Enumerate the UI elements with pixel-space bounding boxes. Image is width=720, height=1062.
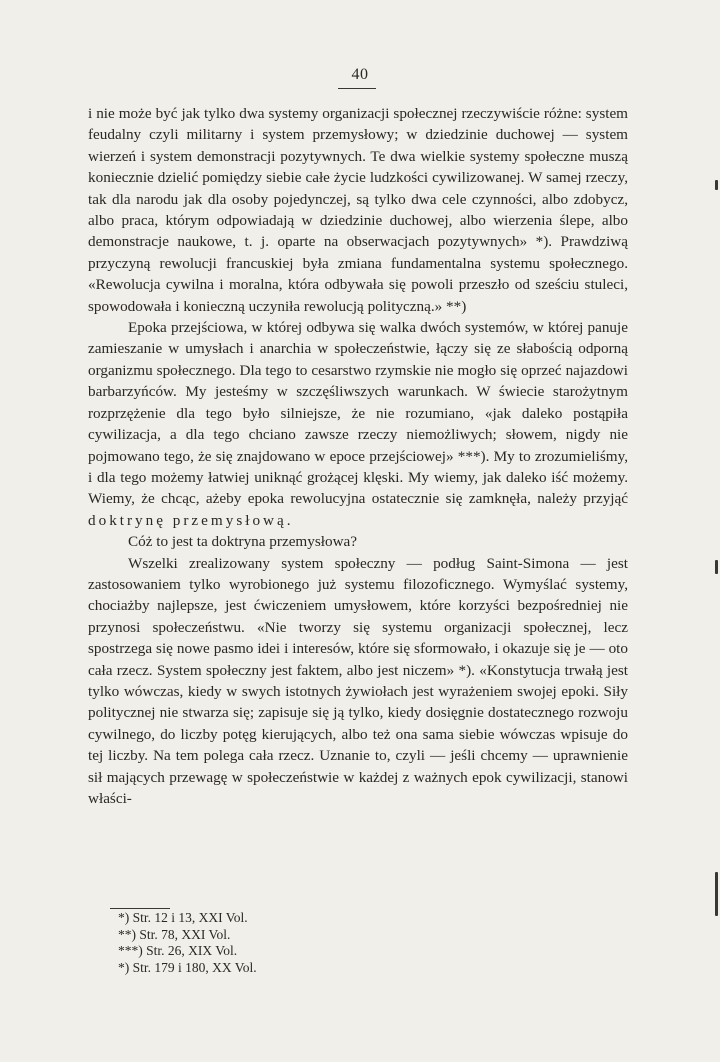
paragraph-4: Wszelki zrealizowany system społeczny — podług Saint-Simona — jest zastosowaniem tylko wyrobionego już systemu filozoficznego. Wymyślać systemy, chociażby najlepsze, jest ćwiczeniem umysłowem, które korzyści bezpośredniej nie przynosi społeczeństwu. «Nie tworzy się systemu organizacji społecznej, lecz spostrzega się nowe pasmo idei i interesów, które się sformowało, i okazuje się je — oto cała rzecz. System społeczny jest faktem, albo jest niczem» *). «Konstytucja trwałą jest tylko wówczas, kiedy w swych istotnych żywiołach jest wyrażeniem swojej epoki. Siły politycznej nie stwarza się; zapisuje się ją tylko, kiedy dosięgnie dostatecznego rozwoju cywilnego, do liczby potęg kierujących, albo też ona sama siebie wówczas wpisuje do tej liczby. Na tem polega cała rzecz. Uznanie to, czyli — jeśli chcemy — uprawnienie sił mających przewagę w społeczeństwie w każdej z ważnych epok cywilizacji, stanowi właści-	[88, 554, 628, 807]
footnotes	[118, 910, 418, 976]
page-edge-mark	[715, 180, 718, 190]
paragraph-2-text: Epoka przejściowa, w której odbywa się walka dwóch systemów, w której panuje zamieszanie w umysłach i anarchia w społeczeństwie, łączy się ze słabością odporną organizmu społecznego. Dla tego to cesarstwo rzymskie nie mogło się oprzeć najazdowi barbarzyńców. My jesteśmy w szczęśliwszych warunkach. W świecie starożytnym rozprzężenie dla tego było silniejsze, że nie rozumiano, «jak daleko postąpiła cywilizacja, a dla tego chciano zawsze rzeczy niemożliwych; słowem, nigdy nie pojmowano tego, że się znajdowano w epoce przejściowej» ***). My to zrozumieliśmy, i dla tego możemy łatwiej uniknąć grożącej klęski. My wiemy, jak daleko iść możemy. Wiemy, że chcąc, ażeby epoka rewolucyjna ostatecznie się zamknęła, należy przyjąć	[88, 319, 628, 508]
page-edge-mark	[715, 872, 718, 916]
paragraph-3: Cóż to jest ta doktryna przemysłowa?	[128, 533, 358, 551]
emphasized-term: doktrynę przemysłową.	[88, 511, 294, 529]
page-edge-mark	[715, 560, 718, 574]
paragraph-2	[88, 317, 628, 531]
footnote-1: *) Str. 12 i 13, XXI Vol.	[118, 910, 248, 925]
page-number: 40	[351, 66, 369, 83]
paragraph-1: i nie może być jak tylko dwa systemy organizacji społecznej rzeczywiście różne: system feudalny czyli militarny i system przemysłowy; w dziedzinie duchowej — system wierzeń i system demonstracji pozytywnych. Te dwa wielkie systemy społeczne muszą koniecznie dzielić pomiędzy siebie całe życie ludzkości cywilizowanej. W samej rzeczy, tak dla narodu jak dla osoby pojedynczej, są tylko dwa cele czynności, albo zdobycz, albo praca, którym odpowiadają w dziedzinie duchowej, albo wierzenia ślepe, albo demonstracje naukowe, t. j. oparte na obserwacjach pozytywnych» *). Prawdziwą przyczyną rewolucji francuskiej była zmiana fundamentalna systemu społecznego. «Rewolucja cywilna i moralna, która odbywała się powoli przeszło od sześciu stuleci, spowodowała i konieczną uczyniła rewolucją polityczną.» **)	[88, 105, 628, 315]
footnote-2: **) Str. 78, XXI Vol.	[118, 926, 231, 942]
footnote-3: ***) Str. 26, XIX Vol.	[118, 943, 238, 958]
body-text	[88, 103, 628, 809]
footnote-rule	[110, 908, 170, 909]
footnote-4: *) Str. 179 i 180, XX Vol.	[118, 959, 257, 975]
page-number-rule	[338, 88, 376, 89]
